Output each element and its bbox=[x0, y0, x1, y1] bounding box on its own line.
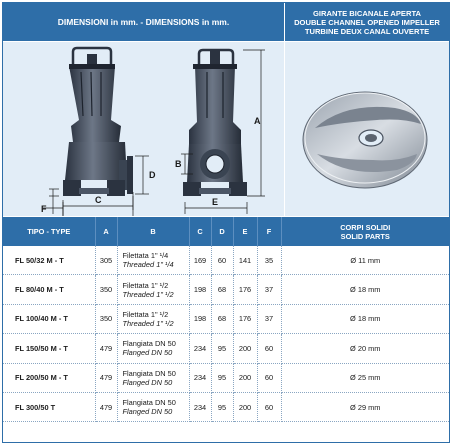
table-row bbox=[3, 363, 449, 392]
cell-e: 200 bbox=[233, 392, 257, 421]
cell-e: 200 bbox=[233, 334, 257, 363]
impeller-drawing-panel bbox=[285, 42, 449, 216]
cell-solid: Ø 25 mm bbox=[281, 363, 449, 392]
cell-c: 234 bbox=[189, 363, 211, 392]
cell-tipo: FL 300/50 T bbox=[3, 392, 95, 421]
cell-solid: Ø 18 mm bbox=[281, 275, 449, 304]
cell-b-en: Threaded 1" ¹/2 bbox=[122, 289, 174, 299]
cell-f: 37 bbox=[257, 304, 281, 333]
cell-a: 479 bbox=[95, 392, 117, 421]
cell-a: 305 bbox=[95, 246, 117, 275]
pump-drawing-panel bbox=[3, 42, 284, 216]
dim-label-e: E bbox=[212, 197, 219, 207]
cell-d: 95 bbox=[211, 363, 233, 392]
cell-a: 479 bbox=[95, 334, 117, 363]
cell-f: 37 bbox=[257, 275, 281, 304]
cell-b-en: Threaded 1" ¹/4 bbox=[122, 260, 174, 270]
dimensions-title: DIMENSIONI in mm. - DIMENSIONS in mm. bbox=[57, 17, 230, 27]
cell-c: 198 bbox=[189, 304, 211, 333]
cell-d: 68 bbox=[211, 275, 233, 304]
dim-label-d: D bbox=[149, 170, 156, 180]
dim-label-c: C bbox=[95, 195, 102, 205]
table-row bbox=[3, 275, 449, 304]
cell-b bbox=[117, 275, 189, 304]
impeller-drawing bbox=[285, 42, 449, 216]
dim-label-f: F bbox=[41, 204, 47, 214]
cell-b bbox=[117, 334, 189, 363]
cell-a: 350 bbox=[95, 304, 117, 333]
cell-c: 169 bbox=[189, 246, 211, 275]
cell-d: 68 bbox=[211, 304, 233, 333]
col-header-c: C bbox=[189, 217, 211, 246]
impeller-image bbox=[303, 92, 427, 188]
cell-b bbox=[117, 246, 189, 275]
cell-solid: Ø 20 mm bbox=[281, 334, 449, 363]
cell-tipo: FL 200/50 M - T bbox=[3, 363, 95, 392]
cell-e: 141 bbox=[233, 246, 257, 275]
cell-d: 60 bbox=[211, 246, 233, 275]
cell-f: 35 bbox=[257, 246, 281, 275]
cell-b bbox=[117, 392, 189, 421]
cell-tipo: FL 50/32 M - T bbox=[3, 246, 95, 275]
cell-b bbox=[117, 304, 189, 333]
col-header-f: F bbox=[257, 217, 281, 246]
cell-b-it: Filettata 1" ¹/4 bbox=[122, 251, 169, 261]
cell-tipo: FL 150/50 M - T bbox=[3, 334, 95, 363]
cell-e: 176 bbox=[233, 304, 257, 333]
pump-dimensions-table bbox=[3, 217, 449, 422]
cell-b bbox=[117, 363, 189, 392]
cell-b-en: Threaded 1" ¹/2 bbox=[122, 318, 174, 328]
table-row bbox=[3, 392, 449, 421]
cell-d: 95 bbox=[211, 392, 233, 421]
cell-a: 479 bbox=[95, 363, 117, 392]
cell-f: 60 bbox=[257, 363, 281, 392]
col-header-tipo: TIPO - TYPE bbox=[3, 217, 95, 246]
col-header-b: B bbox=[117, 217, 189, 246]
cell-e: 176 bbox=[233, 275, 257, 304]
impeller-title-line3: TURBINE DEUX CANAL OUVERTE bbox=[304, 26, 430, 36]
table-row bbox=[3, 304, 449, 333]
cell-e: 200 bbox=[233, 363, 257, 392]
impeller-title-line2: DOUBLE CHANNEL OPENED IMPELLER bbox=[294, 17, 440, 27]
cell-solid: Ø 18 mm bbox=[281, 304, 449, 333]
cell-b-it: Filettata 1" ¹/2 bbox=[122, 309, 169, 319]
cell-b-it: Flangiata DN 50 bbox=[122, 339, 176, 349]
cell-tipo: FL 80/40 M - T bbox=[3, 275, 95, 304]
cell-f: 60 bbox=[257, 334, 281, 363]
col-header-d: D bbox=[211, 217, 233, 246]
pump-front-view bbox=[63, 48, 133, 196]
cell-c: 198 bbox=[189, 275, 211, 304]
col-header-a: A bbox=[95, 217, 117, 246]
table-header-row bbox=[3, 217, 449, 246]
dimensions-header bbox=[3, 3, 284, 41]
dim-label-a: A bbox=[254, 116, 261, 126]
cell-solid: Ø 11 mm bbox=[281, 246, 449, 275]
table-row bbox=[3, 334, 449, 363]
cell-b-it: Flangiata DN 50 bbox=[122, 398, 176, 408]
impeller-title-line1: GIRANTE BICANALE APERTA bbox=[313, 8, 421, 18]
cell-a: 350 bbox=[95, 275, 117, 304]
cell-b-en: Flanged DN 50 bbox=[122, 348, 173, 358]
col-header-solid-parts bbox=[281, 217, 449, 246]
cell-d: 95 bbox=[211, 334, 233, 363]
cell-tipo: FL 100/40 M - T bbox=[3, 304, 95, 333]
dim-label-b: B bbox=[175, 159, 182, 169]
datasheet bbox=[2, 2, 450, 443]
cell-b-it: Flangiata DN 50 bbox=[122, 368, 176, 378]
cell-b-en: Flanged DN 50 bbox=[122, 407, 173, 417]
impeller-header bbox=[285, 3, 449, 41]
table-row bbox=[3, 246, 449, 275]
cell-c: 234 bbox=[189, 334, 211, 363]
cell-b-en: Flanged DN 50 bbox=[122, 377, 173, 387]
cell-solid: Ø 29 mm bbox=[281, 392, 449, 421]
col-header-solid-line2: SOLID PARTS bbox=[340, 231, 390, 241]
col-header-solid-line1: CORPI SOLIDI bbox=[340, 222, 391, 232]
cell-f: 60 bbox=[257, 392, 281, 421]
cell-c: 234 bbox=[189, 392, 211, 421]
pump-drawing bbox=[3, 42, 284, 216]
cell-b-it: Filettata 1" ¹/2 bbox=[122, 280, 169, 290]
col-header-e: E bbox=[233, 217, 257, 246]
